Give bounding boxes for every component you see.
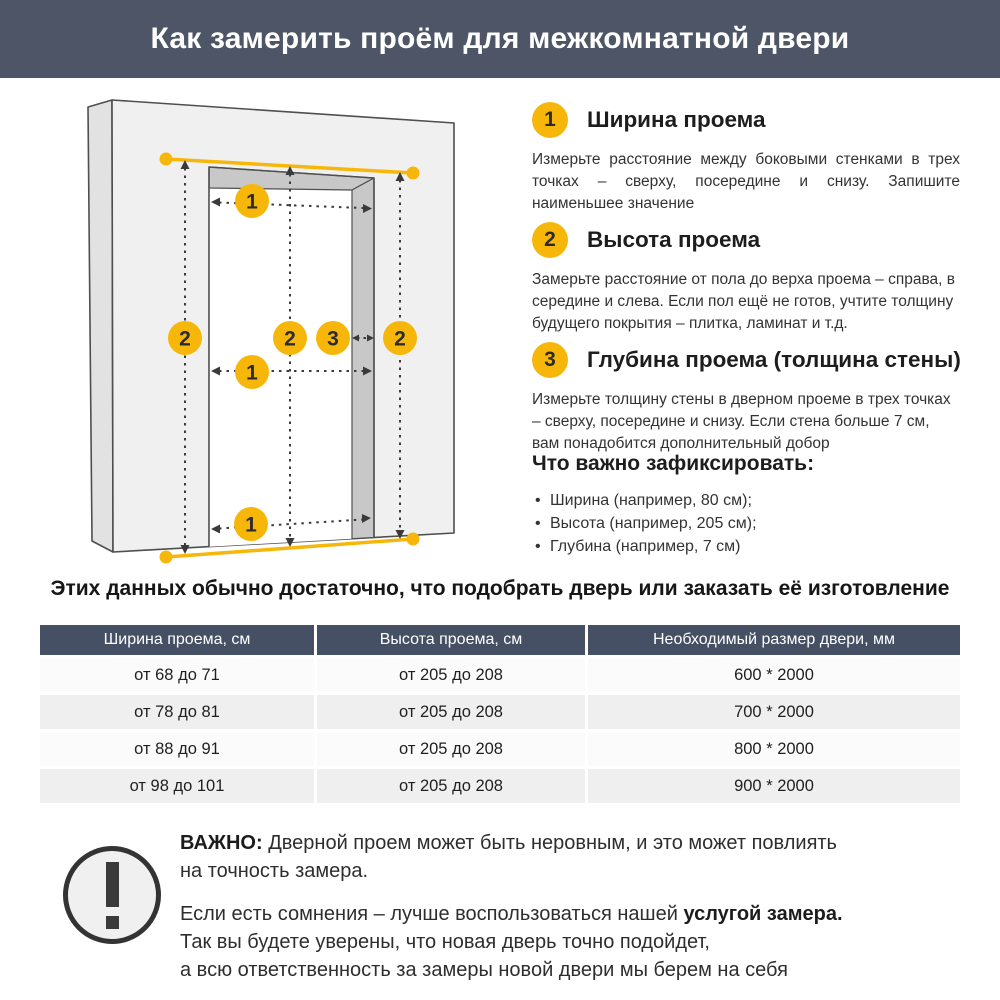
- door-opening: [209, 167, 374, 547]
- svg-text:1: 1: [246, 190, 258, 214]
- opening-right-reveal: [352, 178, 374, 539]
- marker-width-middle: [235, 355, 269, 389]
- notice-important-label: ВАЖНО:: [180, 832, 263, 854]
- marker-height-center: [273, 321, 307, 355]
- wall-side-face: [88, 100, 113, 552]
- table-header-height: Высота проема, см: [317, 625, 585, 655]
- marker-height-right: [383, 321, 417, 355]
- table-cell: от 205 до 208: [317, 658, 585, 692]
- table-cell: от 88 до 91: [40, 732, 314, 766]
- svg-text:1: 1: [245, 513, 257, 537]
- exclamation-dot: [106, 916, 119, 929]
- table-header-size: Необходимый размер двери, мм: [588, 625, 960, 655]
- notice-text: [180, 829, 970, 984]
- marker-width-bottom: [234, 507, 268, 541]
- svg-text:1: 1: [246, 361, 258, 385]
- door-sizes-table: [40, 625, 960, 803]
- step-width-header: [532, 102, 960, 138]
- step-title: Глубина проема (толщина стены): [587, 347, 961, 372]
- step-description: Измерьте толщину стены в дверном проеме в трех точках – сверху, посередине и снизу. Если стена больше 7 см, вам понадобится дополнительный добор: [532, 391, 951, 452]
- marker-height-left: [168, 321, 202, 355]
- notice-important: ВАЖНО: Дверной проем может быть неровным, и это может повлиять на точность замера.: [180, 832, 837, 882]
- step-title: Высота проема: [587, 227, 761, 252]
- checklist-items: [532, 489, 960, 558]
- step-depth: [532, 342, 960, 455]
- table-cell: от 205 до 208: [317, 695, 585, 729]
- notice-advice: Если есть сомнения – лучше воспользоваться нашей услугой замера. Так вы будете уверены, что новая дверь точно подойдет, а всю ответственность за замеры новой двери мы берем на себя: [180, 903, 843, 981]
- svg-text:3: 3: [327, 327, 339, 351]
- step-description: Измерьте расстояние между боковыми стенками в трех точках – сверху, посередине и снизу. Запишите наименьшее значение: [532, 151, 960, 212]
- checklist: [532, 452, 960, 558]
- checklist-title: Что важно зафиксировать:: [532, 452, 815, 475]
- step-height-header: [532, 222, 960, 258]
- door-opening-diagram: [60, 85, 520, 575]
- page-header: [0, 0, 1000, 78]
- step-width: [532, 102, 960, 215]
- step-height: [532, 222, 960, 335]
- table-caption: Этих данных обычно достаточно, что подобрать дверь или заказать её изготовление: [50, 577, 950, 600]
- table-cell: от 205 до 208: [317, 732, 585, 766]
- step-description: Замерьте расстояние от пола до верха проема – справа, в середине и слева. Если пол ещё не готов, учтите толщину будущего покрытия – плитка, ламинат и т.д.: [532, 271, 956, 332]
- step-depth-header: [532, 342, 960, 378]
- svg-text:2: 2: [394, 327, 406, 351]
- table-header-width: Ширина проема, см: [40, 625, 314, 655]
- step-number: 2: [544, 228, 556, 251]
- step-number-badge: [532, 222, 568, 258]
- step-number: 1: [544, 108, 556, 131]
- table-cell: от 78 до 81: [40, 695, 314, 729]
- page-title: Как замерить проём для межкомнатной двери: [150, 22, 850, 55]
- table-cell: 900 * 2000: [588, 769, 960, 803]
- checklist-item: • Высота (например, 205 см);: [532, 512, 960, 535]
- notice-advice-bold: услугой замера.: [683, 903, 843, 925]
- checklist-item: • Глубина (например, 7 см): [532, 535, 960, 558]
- step-number: 3: [544, 348, 556, 371]
- step-title: Ширина проема: [587, 107, 766, 132]
- checklist-item: • Ширина (например, 80 см);: [532, 489, 960, 512]
- marker-width-top: [235, 184, 269, 218]
- marker-depth: [316, 321, 350, 355]
- step-number-badge: [532, 342, 568, 378]
- table-cell: от 68 до 71: [40, 658, 314, 692]
- svg-text:2: 2: [179, 327, 191, 351]
- table-cell: от 98 до 101: [40, 769, 314, 803]
- table-cell: 600 * 2000: [588, 658, 960, 692]
- exclamation-bar: [106, 862, 119, 907]
- table-cell: 700 * 2000: [588, 695, 960, 729]
- exclamation-icon: [63, 846, 161, 944]
- table-cell: от 205 до 208: [317, 769, 585, 803]
- table-cell: 800 * 2000: [588, 732, 960, 766]
- step-number-badge: [532, 102, 568, 138]
- svg-text:2: 2: [284, 327, 296, 351]
